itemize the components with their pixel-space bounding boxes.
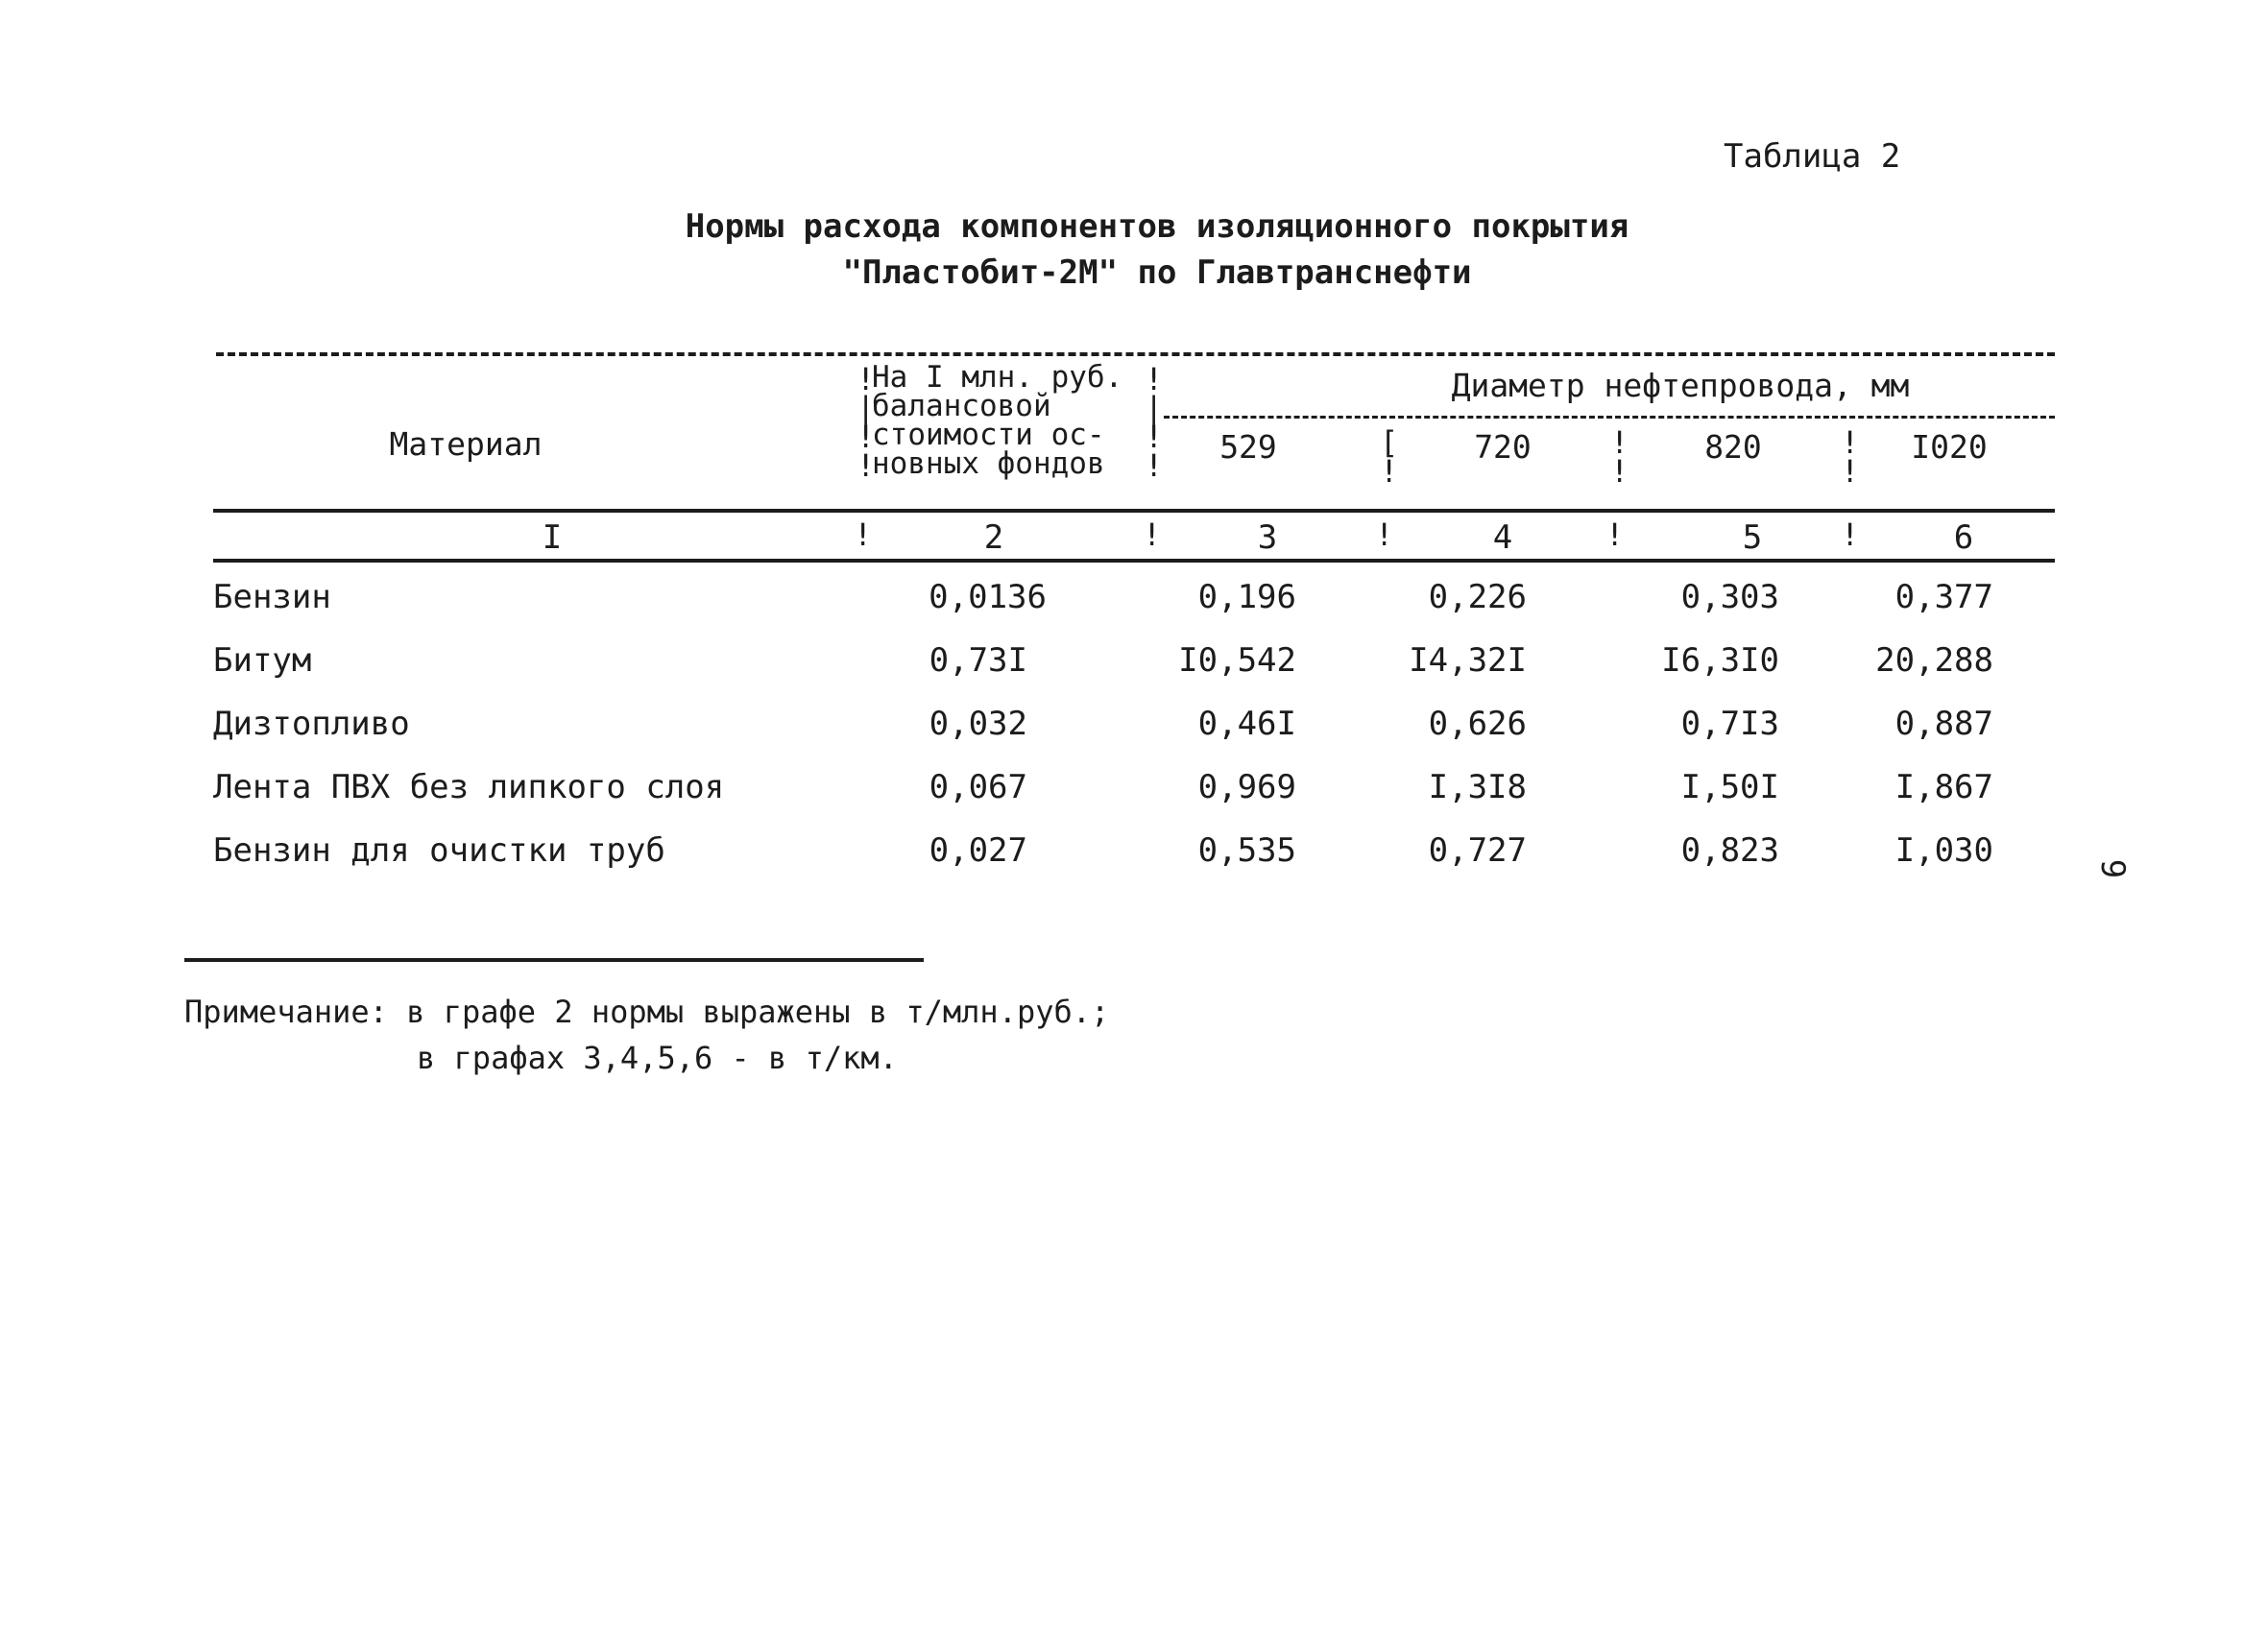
- column-number-2: 2: [983, 518, 1004, 557]
- row-material: Бензин для очистки труб: [213, 831, 665, 870]
- row-value-820: 0,303: [1680, 578, 1779, 616]
- table-title: [538, 204, 1776, 296]
- header-diameter: Диаметр нефтепровода, мм: [1451, 367, 1910, 404]
- column-number-5: 5: [1742, 518, 1763, 557]
- footnote-line-1: Примечание: в графе 2 нормы выражены в т/млн.руб.;: [184, 994, 1110, 1030]
- row-value-820: I,50I: [1680, 768, 1779, 806]
- header-diameter-720: 720: [1474, 428, 1532, 466]
- column-number-6: 6: [1953, 518, 1974, 557]
- header-diameter-529: 529: [1219, 428, 1277, 466]
- row-value-1020: 20,288: [1875, 641, 1993, 680]
- header-col2-line-1: На I млн. руб.: [872, 360, 1123, 395]
- row-material: Бензин: [213, 578, 331, 616]
- row-value-529: 0,196: [1197, 578, 1296, 616]
- row-value-820: 0,823: [1680, 831, 1779, 870]
- header-separator-d3: ! !: [1841, 424, 1860, 490]
- colnum-separator-1: !: [854, 516, 873, 553]
- column-number-1: I: [542, 518, 563, 557]
- colnum-separator-4: !: [1605, 516, 1625, 553]
- footnote-rule: [184, 958, 924, 962]
- header-col2-line-3: стоимости ос-: [872, 418, 1105, 452]
- row-value-720: I4,32I: [1409, 641, 1527, 680]
- page-number: 9: [2093, 858, 2133, 879]
- row-material: Битум: [213, 641, 312, 680]
- table-label: Таблица 2: [1724, 137, 1901, 176]
- row-value-820: 0,7I3: [1680, 705, 1779, 743]
- header-diameter-820: 820: [1704, 428, 1762, 466]
- row-value-1020: I,867: [1894, 768, 1993, 806]
- column-number-3: 3: [1257, 518, 1278, 557]
- row-value-1020: 0,377: [1894, 578, 1993, 616]
- header-material: Материал: [389, 425, 543, 463]
- column-numbers-bottom-rule: [213, 559, 2055, 563]
- header-diameter-1020: I020: [1911, 428, 1988, 466]
- table-row: [0, 641, 2268, 699]
- row-value-col2: 0,73I: [929, 641, 1027, 680]
- header-separator-d1: [ !: [1380, 424, 1399, 490]
- column-number-4: 4: [1492, 518, 1513, 557]
- colnum-separator-2: !: [1143, 516, 1162, 553]
- row-value-529: 0,46I: [1197, 705, 1296, 743]
- row-value-720: 0,727: [1428, 831, 1527, 870]
- row-value-529: 0,969: [1197, 768, 1296, 806]
- row-value-720: 0,226: [1428, 578, 1527, 616]
- row-value-529: 0,535: [1197, 831, 1296, 870]
- header-col2: [872, 360, 1150, 481]
- row-value-col2: 0,0136: [929, 578, 1047, 616]
- header-separator-right: ! | ! !: [1145, 361, 1164, 484]
- row-value-720: I,3I8: [1428, 768, 1527, 806]
- row-value-col2: 0,032: [929, 705, 1027, 743]
- colnum-separator-3: !: [1375, 516, 1394, 553]
- table-row: [0, 831, 2268, 889]
- header-col2-line-2: балансовой: [872, 389, 1051, 423]
- table-row: [0, 768, 2268, 826]
- header-separator-left: ! | ! !: [857, 361, 876, 484]
- table-row: [0, 705, 2268, 762]
- header-col2-line-4: новных фондов: [872, 446, 1105, 481]
- row-material: Лента ПВХ без липкого слоя: [213, 768, 725, 806]
- row-value-1020: 0,887: [1894, 705, 1993, 743]
- row-value-820: I6,3I0: [1661, 641, 1779, 680]
- row-value-529: I0,542: [1178, 641, 1296, 680]
- title-line-2: "Пластобит-2М" по Главтранснефти: [842, 253, 1472, 292]
- row-value-720: 0,626: [1428, 705, 1527, 743]
- row-value-col2: 0,027: [929, 831, 1027, 870]
- colnum-separator-5: !: [1841, 516, 1860, 553]
- diameter-sub-rule: [1164, 416, 2055, 419]
- footnote: [184, 989, 1109, 1081]
- table-row: [0, 578, 2268, 636]
- row-value-1020: I,030: [1894, 831, 1993, 870]
- title-line-1: Нормы расхода компонентов изоляционного покрытия: [685, 207, 1629, 246]
- footnote-line-2: в графах 3,4,5,6 - в т/км.: [417, 1040, 898, 1076]
- row-value-col2: 0,067: [929, 768, 1027, 806]
- table-top-rule: [216, 352, 2055, 356]
- header-separator-d2: ! !: [1610, 424, 1629, 490]
- column-numbers-top-rule: [213, 509, 2055, 513]
- row-material: Дизтопливо: [213, 705, 410, 743]
